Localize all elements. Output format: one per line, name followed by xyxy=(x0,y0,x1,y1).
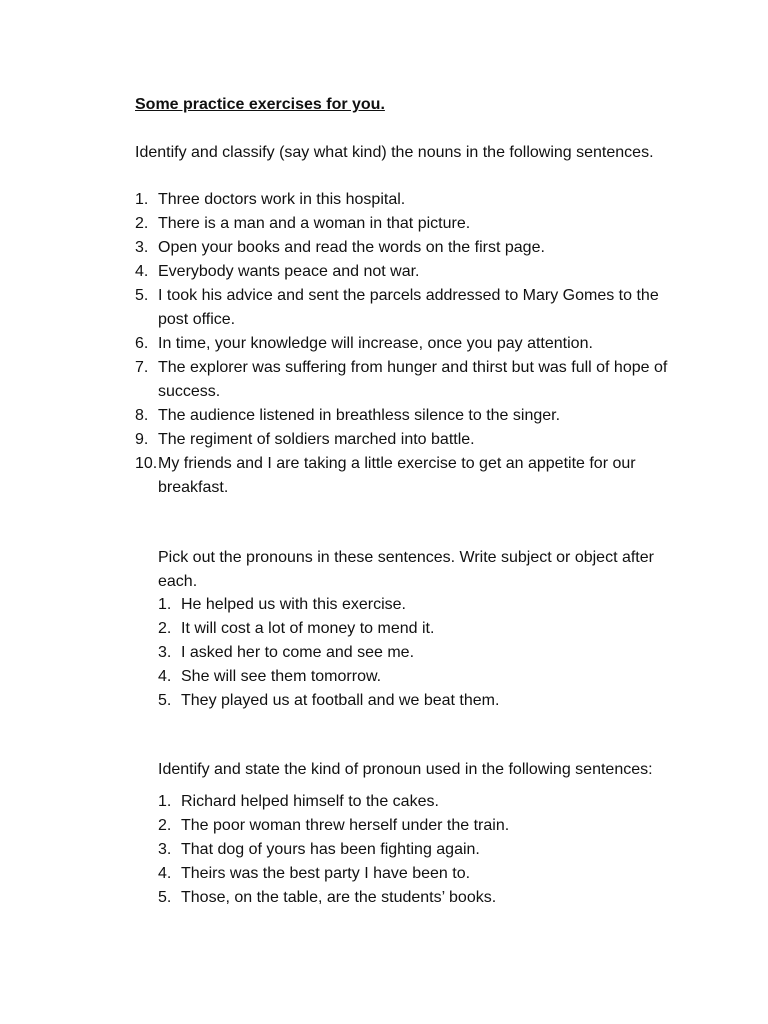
item-text: I took his advice and sent the parcels addressed to Mary Gomes to the post office. xyxy=(158,287,659,328)
section3-instruction: Identify and state the kind of pronoun used in the following sentences: xyxy=(158,761,653,778)
item-number: 5. xyxy=(135,287,149,304)
item-text: There is a man and a woman in that picture. xyxy=(158,215,471,232)
item-number: 2. xyxy=(158,620,172,637)
item-text: The poor woman threw herself under the train. xyxy=(181,817,510,834)
list-item xyxy=(135,284,675,332)
list-item xyxy=(135,212,675,236)
item-number: 5. xyxy=(158,889,172,906)
list-item xyxy=(135,428,675,452)
item-number: 4. xyxy=(158,865,172,882)
item-text: Open your books and read the words on the first page. xyxy=(158,239,545,256)
item-number: 9. xyxy=(135,431,149,448)
list-item xyxy=(158,838,678,862)
item-number: 6. xyxy=(135,335,149,352)
item-text: Richard helped himself to the cakes. xyxy=(181,793,439,810)
item-number: 7. xyxy=(135,359,149,376)
list-item xyxy=(158,814,678,838)
item-text: In time, your knowledge will increase, once you pay attention. xyxy=(158,335,593,352)
item-text: Those, on the table, are the students’ books. xyxy=(181,889,497,906)
item-text: The explorer was suffering from hunger and thirst but was full of hope of success. xyxy=(158,359,668,400)
item-text: Theirs was the best party I have been to. xyxy=(181,865,471,882)
item-text: I asked her to come and see me. xyxy=(181,644,415,661)
section2-list xyxy=(158,593,678,713)
item-text: Everybody wants peace and not war. xyxy=(158,263,420,280)
list-item xyxy=(158,617,678,641)
item-text: That dog of yours has been fighting again. xyxy=(181,841,480,858)
item-number: 5. xyxy=(158,692,172,709)
list-item xyxy=(135,356,675,404)
section3-list xyxy=(158,790,678,910)
item-text: She will see them tomorrow. xyxy=(181,668,382,685)
item-number: 4. xyxy=(158,668,172,685)
item-number: 2. xyxy=(135,215,149,232)
list-item xyxy=(135,260,675,284)
list-item xyxy=(135,332,675,356)
item-number: 3. xyxy=(135,239,149,256)
document-title: Some practice exercises for you. xyxy=(135,96,385,113)
item-number: 2. xyxy=(158,817,172,834)
section1-list xyxy=(135,188,675,500)
item-text: It will cost a lot of money to mend it. xyxy=(181,620,435,637)
item-number: 1. xyxy=(158,793,172,810)
list-item xyxy=(135,236,675,260)
item-number: 10. xyxy=(135,455,158,472)
list-item xyxy=(158,641,678,665)
list-item xyxy=(158,790,678,814)
item-number: 3. xyxy=(158,841,172,858)
item-text: They played us at football and we beat them. xyxy=(181,692,500,709)
item-text: Three doctors work in this hospital. xyxy=(158,191,406,208)
item-number: 3. xyxy=(158,644,172,661)
item-number: 1. xyxy=(135,191,149,208)
item-text: The audience listened in breathless silence to the singer. xyxy=(158,407,561,424)
item-number: 8. xyxy=(135,407,149,424)
section1-instruction: Identify and classify (say what kind) the nouns in the following sentences. xyxy=(135,144,654,161)
list-item xyxy=(135,404,675,428)
list-item xyxy=(135,188,675,212)
item-text: The regiment of soldiers marched into battle. xyxy=(158,431,475,448)
list-item xyxy=(158,689,678,713)
list-item xyxy=(158,593,678,617)
list-item xyxy=(158,886,678,910)
item-text: My friends and I are taking a little exercise to get an appetite for our breakfast. xyxy=(158,455,636,496)
list-item xyxy=(135,452,675,500)
item-number: 4. xyxy=(135,263,149,280)
section2-instruction: Pick out the pronouns in these sentences. Write subject or object after each. xyxy=(158,549,654,590)
list-item xyxy=(158,665,678,689)
item-text: He helped us with this exercise. xyxy=(181,596,406,613)
list-item xyxy=(158,862,678,886)
item-number: 1. xyxy=(158,596,172,613)
